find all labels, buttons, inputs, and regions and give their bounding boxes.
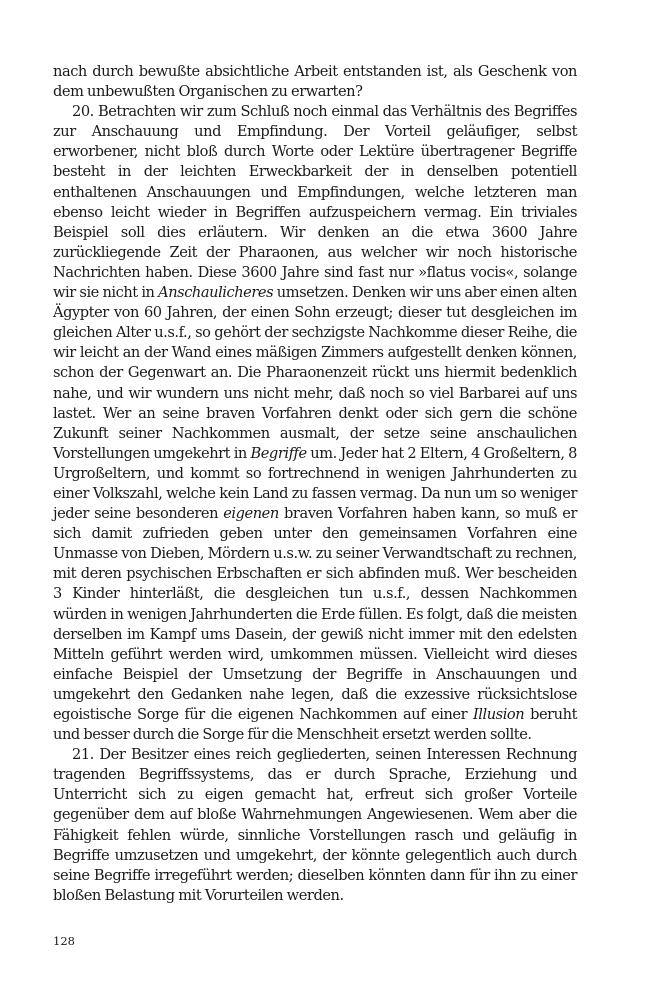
page-number: 128 [53, 934, 75, 948]
italic-term: Illusion [472, 706, 525, 723]
italic-term: Anschaulicheres [158, 284, 274, 302]
text-segment: umsetzen. Denken wir uns aber einen alten Ägypter von 60 Jahren, der einen Sohn erzeugt; dieser tut desgleichen im gleichen Alter u.s.f., so gehört der sechzigste Nachkomme dieser Reihe, die wir leicht an der Wand eines mäßigen Zimmers aufgestellt denken können, schon der Gegenwart an. Die Pharaonenzeit rückt uns hiermit bedenklich nahe, und wir wundern uns nicht mehr, daß noch so viel Barbarei auf uns lastet. Wer an seine braven Vorfahren denkt oder sich gern die schöne Zukunft seiner Nachkommen ausmalt, der setze seine anschaulichen Vorstellungen umgekehrt in [53, 284, 577, 462]
text-segment: nach durch bewußte absichtliche Arbeit entstanden ist, als Geschenk von dem unbewußten Organischen zu erwarten? [53, 63, 577, 101]
text-segment: braven Vorfahren haben kann, so muß er sich damit zufrieden geben unter den gemeinsamen Vorfahren eine Unmasse von Dieben, Mördern u.s.w. zu seiner Verwandtschaft zu rechnen, mit deren psychischen Erbschaften er sich abfinden muß. Wer bescheiden 3 Kinder hinterläßt, die desgleichen tun u.s.f., dessen Nachkommen würden in wenigen Jahrhunderten die Erde füllen. Es folgt, daß die meisten derselben im Kampf ums Dasein, der gewiß nicht immer mit den edelsten Mitteln geführt werden wird, umkommen müssen. Vielleicht wird dieses einfache Beispiel der Umsetzung der Begriffe in Anschauungen und umgekehrt den Gedanken nahe legen, daß die exzessive rücksichtslose egoistische Sorge für die eigenen Nachkommen auf einer [53, 505, 578, 723]
paragraph-continuation [53, 62, 577, 102]
italic-term: eigenen [223, 505, 279, 523]
text-segment: 20. Betrachten wir zum Schluß noch einmal das Verhältnis des Begriffes zur Anschauung und Empfindung. Der Vorteil geläufiger, selbst erworbener, nicht bloß durch Worte oder Lektüre übertragener Begriffe besteht in der leichten Erweckbarkeit der in denselben potentiell enthaltenen Anschauungen und Empfindungen, welche letzteren man ebenso leicht wieder in Begriffen aufzuspeichern vermag. Ein triviales Beispiel soll dies erläutern. Wir denken an die etwa 3600 Jahre zurückliegende Zeit der Pharaonen, aus welcher wir noch historische Nachrichten haben. Diese 3600 Jahre sind fast nur »flatus vocis«, solange wir sie nicht in [53, 103, 577, 302]
text-segment: um. Jeder hat 2 Eltern, 4 Großeltern, 8 Urgroßeltern, und kommt so fortrechnend in wenigen Jahrhunderten zu einer Volkszahl, welche kein Land zu fassen vermag. Da nun um so weniger jeder seine besonderen [53, 444, 577, 523]
text-segment: 21. Der Besitzer eines reich gegliederten, seinen Interessen Rechnung tragenden Begriffssystems, das er durch Sprache, Erziehung und Unterricht sich zu eigen gemacht hat, erfreut sich großer Vorteile gegenüber dem auf bloße Wahrnehmungen Angewiesenen. Wem aber die Fähigkeit fehlen würde, sinnliche Vorstellungen rasch und geläufig in Begriffe umzusetzen und umgekehrt, der könnte gelegentlich auch durch seine Begriffe irregeführt werden; dieselben könnten dann für ihn zu einer bloßen Belastung mit Vorurteilen werden. [53, 746, 577, 904]
paragraph-20 [53, 102, 577, 745]
page-body [53, 62, 577, 906]
paragraph-21 [53, 745, 577, 906]
text-segment: beruht und besser durch die Sorge für die Menschheit ersetzt werden sollte. [53, 706, 577, 744]
italic-term: Begriffe [250, 444, 307, 462]
